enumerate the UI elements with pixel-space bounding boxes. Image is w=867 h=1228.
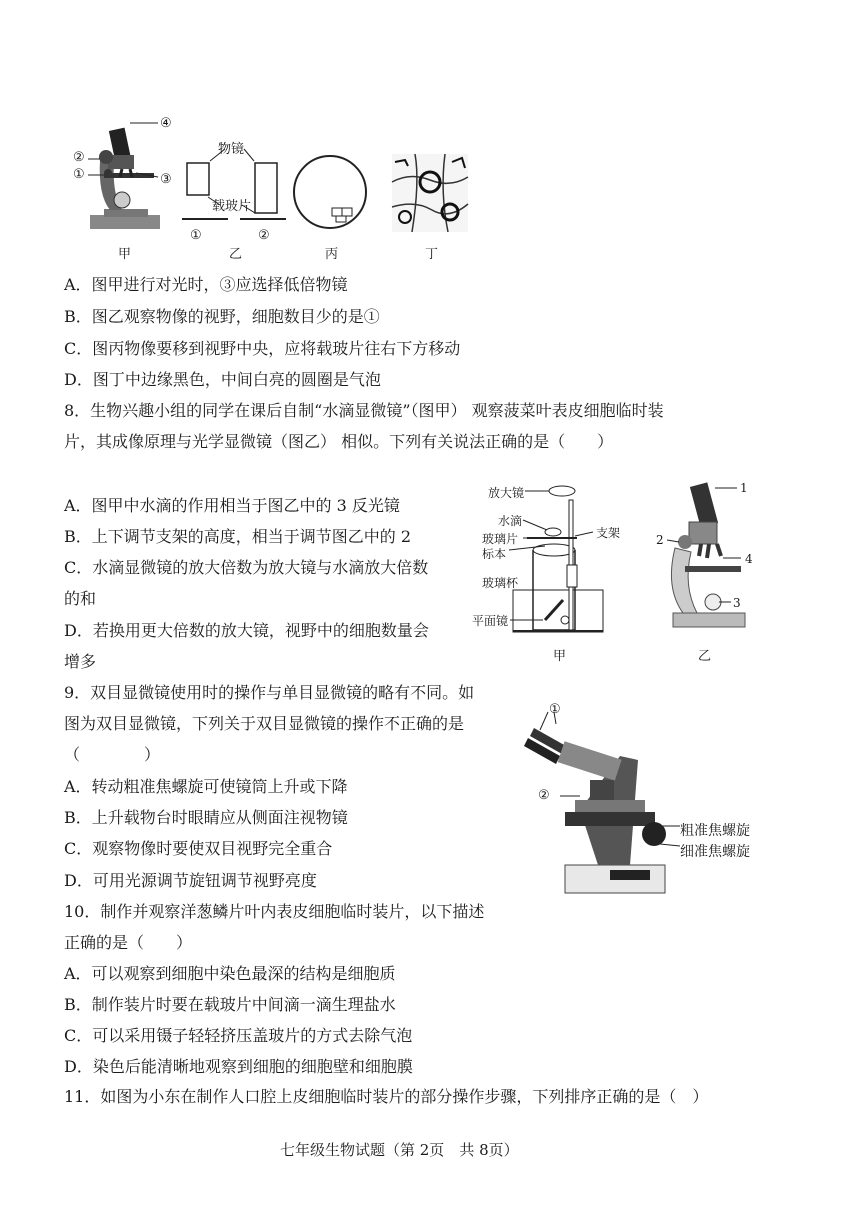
label-glass-cup: 玻璃杯 xyxy=(482,576,519,590)
q9-stem-line2: 图为双目显微镜，下列关于双目显微镜的操作不正确的是 xyxy=(64,714,465,733)
q9-option-b: B．上升载物台时眼睛应从侧面注视物镜 xyxy=(64,808,348,827)
q9-stem-line1: 9．双目显微镜使用时的操作与单目显微镜的略有不同。如 xyxy=(64,683,475,702)
q9-marker-2: ② xyxy=(538,788,550,803)
q10-stem-line1: 10．制作并观察洋葱鳞片叶内表皮细胞临时装片，以下描述 xyxy=(64,902,485,921)
yi-marker-4: 4 xyxy=(745,552,753,566)
q10-option-c: C．可以采用镊子轻轻挤压盖玻片的方式去除气泡 xyxy=(64,1026,413,1045)
caption-bing: 丙 xyxy=(325,247,339,262)
q10-option-b: B．制作装片时要在载玻片中间滴一滴生理盐水 xyxy=(64,995,396,1014)
label-coarse-focus: 粗准焦螺旋 xyxy=(680,823,750,839)
caption-jia: 甲 xyxy=(118,247,132,262)
page-footer: 七年级生物试题（第 2页 共 8页） xyxy=(280,1141,519,1159)
q9-stem-line3: （ ） xyxy=(64,745,161,764)
q10-stem-line2: 正确的是（ ） xyxy=(64,933,193,952)
microscope-figure-yi xyxy=(655,478,755,638)
label-mirror: 平面镜 xyxy=(472,614,509,628)
q7-option-c: C．图丙物像要移到视野中央，应将载玻片往右下方移动 xyxy=(64,339,461,358)
q7-option-b: B．图乙观察物像的视野，细胞数目少的是① xyxy=(64,307,380,326)
q9-marker-1: ① xyxy=(549,702,561,717)
marker-2: ② xyxy=(73,150,85,165)
q7-option-d: D．图丁中边缘黑色，中间白亮的圆圈是气泡 xyxy=(64,370,381,389)
q8-stem-line1: 8．生物兴趣小组的同学在课后自制“水滴显微镜”（图甲） 观察菠菜叶表皮细胞临时装 xyxy=(64,401,664,420)
caption-jia-q8: 甲 xyxy=(553,649,567,664)
field-figure-bing xyxy=(292,150,372,235)
marker-3: ③ xyxy=(160,172,172,187)
q10-option-d: D．染色后能清晰地观察到细胞的细胞壁和细胞膜 xyxy=(64,1057,413,1076)
label-n1: ① xyxy=(190,228,202,243)
q8-option-d-line1: D．若换用更大倍数的放大镜，视野中的细胞数量会 xyxy=(64,621,429,640)
label-slide: 载玻片 xyxy=(212,199,252,214)
q9-option-a: A．转动粗准焦螺旋可使镜筒上升或下降 xyxy=(64,777,348,796)
q8-option-d-line2: 增多 xyxy=(64,652,97,671)
q9-option-c: C．观察物像时要使双目视野完全重合 xyxy=(64,839,333,858)
caption-ding: 丁 xyxy=(425,247,439,262)
marker-1: ① xyxy=(73,167,85,182)
label-water-drop: 水滴 xyxy=(498,514,523,528)
yi-marker-2: 2 xyxy=(656,533,664,547)
q8-option-b: B．上下调节支架的高度，相当于调节图乙中的 2 xyxy=(64,527,412,546)
label-specimen: 标本 xyxy=(482,547,507,561)
q8-option-c-line2: 的和 xyxy=(64,589,97,608)
label-magnifier: 放大镜 xyxy=(488,486,525,500)
q10-option-a: A．可以观察到细胞中染色最深的结构是细胞质 xyxy=(64,964,396,983)
yi-marker-3: 3 xyxy=(733,596,741,610)
q9-option-d: D．可用光源调节旋钮调节视野亮度 xyxy=(64,871,317,890)
label-support: 支架 xyxy=(596,526,621,540)
marker-4: ④ xyxy=(160,116,172,131)
caption-yi-q8: 乙 xyxy=(698,649,712,664)
q11-stem: 11．如图为小东在制作人口腔上皮细胞临时装片的部分操作步骤，下列排序正确的是（ ） xyxy=(64,1087,709,1106)
q8-option-a: A．图甲中水滴的作用相当于图乙中的 3 反光镜 xyxy=(64,496,400,515)
caption-yi: 乙 xyxy=(229,247,243,262)
label-fine-focus: 细准焦螺旋 xyxy=(680,844,750,860)
yi-marker-1: 1 xyxy=(740,481,748,495)
label-n2: ② xyxy=(258,228,270,243)
label-glass-slide: 玻璃片 xyxy=(482,532,519,546)
q8-stem-line2: 片，其成像原理与光学显微镜（图乙） 相似。下列有关说法正确的是（ ） xyxy=(64,432,614,451)
label-objective: 物镜 xyxy=(218,142,245,157)
cells-figure-ding xyxy=(390,152,470,234)
q8-option-c-line1: C．水滴显微镜的放大倍数为放大镜与水滴放大倍数 xyxy=(64,558,429,577)
q7-option-a: A．图甲进行对光时，③应选择低倍物镜 xyxy=(64,275,348,294)
